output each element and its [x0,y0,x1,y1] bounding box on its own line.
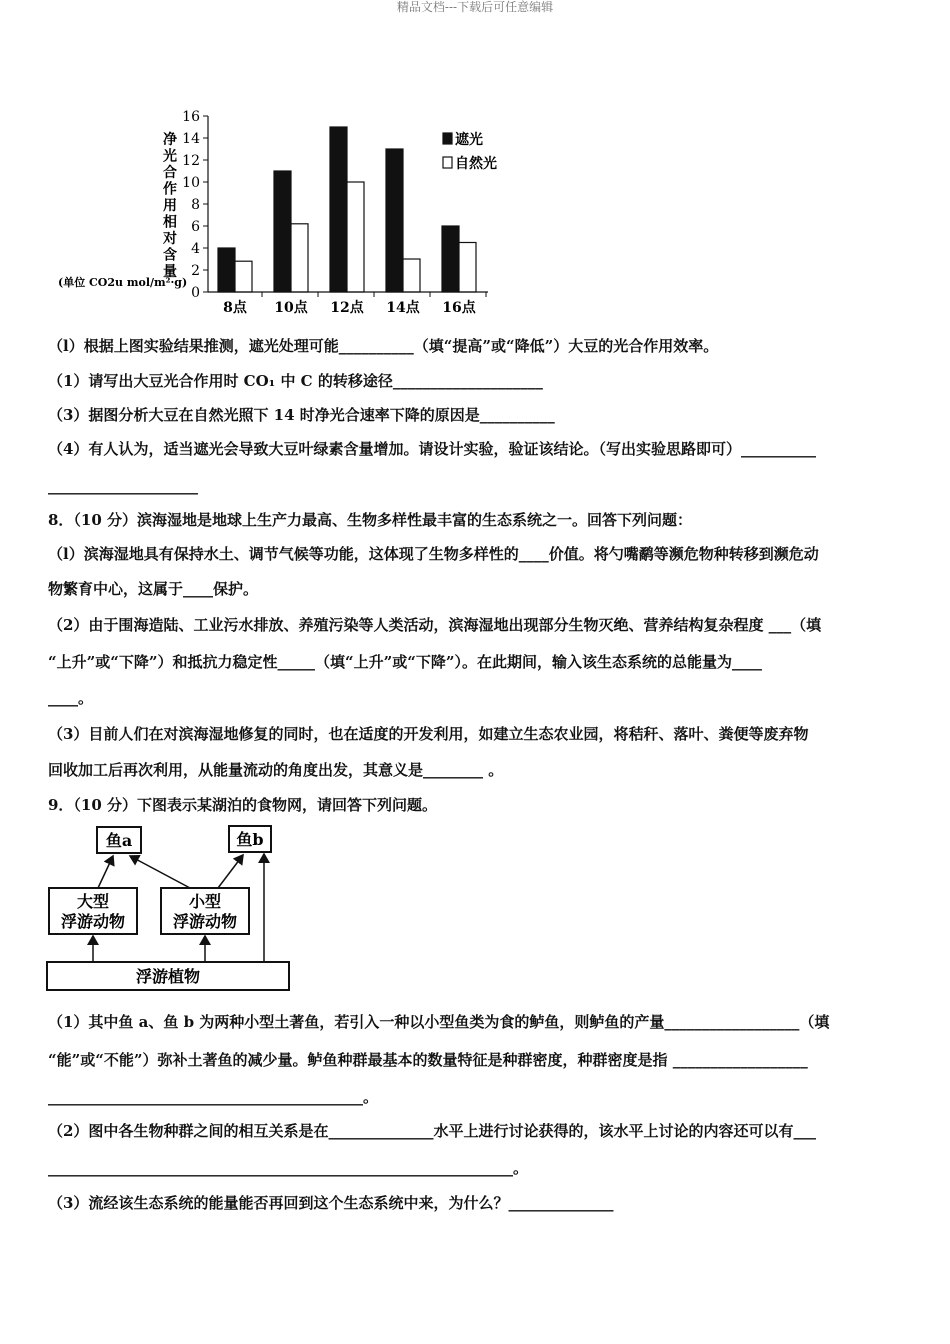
y-axis-label-char: 量 [163,264,177,280]
small-zooplankton-label-1: 小型 [188,892,222,911]
q7-line-3: （3）据图分析大豆在自然光照下 14 时净光合速率下降的原因是__________ [48,406,555,424]
y-axis-label-char: 净 [163,132,177,148]
q9-line-4: __________________________________________。 [48,1088,379,1106]
bar-shade [442,226,459,292]
y-tick-label: 2 [191,263,200,279]
q9-line-1: 9．（10 分）下图表示某湖泊的食物网，请回答下列问题。 [48,796,438,814]
bar-shade [386,149,403,292]
bar-shade [218,248,235,292]
y-tick-label: 16 [182,109,200,125]
y-tick-label: 10 [182,175,200,191]
x-tick-label: 14点 [386,300,420,316]
y-tick-label: 6 [191,219,200,235]
y-axis-label-char: 对 [163,231,177,247]
legend-swatch [443,157,452,168]
phytoplankton-label: 浮游植物 [135,967,201,986]
y-tick-label: 14 [182,131,200,147]
legend-label: 遮光 [455,132,483,148]
y-axis-label-char: 光 [163,148,177,165]
bar-natural-light [347,182,364,292]
arrow-small-zoo-to-fish-a [130,856,190,888]
fish-b-label: 鱼b [236,830,264,849]
q8-line-6: ____。 [48,689,94,707]
q7-line-2: （1）请写出大豆光合作用时 CO₁ 中 C 的转移途径____________________ [48,372,543,390]
fish-a-label: 鱼a [105,831,133,850]
food-web-diagram [40,820,300,995]
x-tick-label: 10点 [274,300,308,316]
bar-shade [330,127,347,292]
q7-line-4: （4）有人认为，适当遮光会导致大豆叶绿素含量增加。请设计实验，验证该结论。（写出实验思路即可）__________ [48,440,816,458]
q9-line-2: （1）其中鱼 a、鱼 b 为两种小型土著鱼，若引入一种以小型鱼类为食的鲈鱼，则鲈鱼的产量__________________（填 [48,1013,830,1031]
y-tick-label: 4 [191,241,200,257]
bar-natural-light [403,259,420,292]
y-axis-label-char: 用 [163,198,177,214]
q8-line-7: （3）目前人们在对滨海湿地修复的同时，也在适度的开发利用，如建立生态农业园，将秸秆、落叶、粪便等废弃物 [48,725,809,743]
q8-line-5: “上升”或“下降”）和抵抗力稳定性_____（填“上升”或“下降”）。在此期间，输入该生态系统的总能量为____ [48,653,763,671]
q8-line-8: 回收加工后再次利用，从能量流动的角度出发，其意义是________ 。 [48,761,504,779]
q9-line-7: （3）流经该生态系统的能量能否再回到这个生态系统中来，为什么？______________ [48,1194,614,1212]
photosynthesis-bar-chart [48,98,508,328]
y-axis-label-char: 含 [163,247,177,264]
small-zooplankton-label-2: 浮游动物 [172,912,238,931]
legend-label: 自然光 [455,156,497,172]
arrow-small-zoo-to-fish-b [218,855,243,888]
y-axis-label [162,131,178,280]
y-axis-label-char: 相 [163,214,177,231]
q9-line-5: （2）图中各生物种群之间的相互关系是在______________水平上进行讨论获得的，该水平上讨论的内容还可以有___ [48,1122,816,1140]
bar-natural-light [459,243,476,293]
arrow-big-zoo-to-fish-a [98,856,113,888]
x-tick-label: 8点 [223,300,247,316]
q8-line-3: 物繁育中心，这属于____保护。 [48,580,259,598]
q8-line-1: 8．（10 分）滨海湿地是地球上生产力最高、生物多样性最丰富的生态系统之一。回答下列问题： [48,511,693,529]
big-zooplankton-label-1: 大型 [76,892,110,911]
x-tick-label: 12点 [330,300,364,316]
q8-line-2: （l）滨海湿地具有保持水土、调节气候等功能，这体现了生物多样性的____价值。将勺嘴鹬等濒危物种转移到濒危动 [48,545,819,563]
y-tick-label: 12 [182,153,200,169]
y-axis-label-char: 作 [163,181,177,198]
y-axis-unit: (单位 CO2u mol/m²·g) [58,276,188,289]
y-tick-label: 8 [191,197,200,213]
q7-line-1: （l）根据上图实验结果推测，遮光处理可能__________（填“提高”或“降低”）大豆的光合作用效率。 [48,337,719,355]
bar-shade [274,171,291,292]
y-axis-label-char: 合 [163,165,177,181]
bar-natural-light [235,261,252,292]
y-tick-label: 0 [191,285,200,301]
page-header: 精品文档---下载后可任意编辑 [396,0,554,14]
big-zooplankton-label-2: 浮游动物 [60,912,126,931]
q8-line-4: （2）由于围海造陆、工业污水排放、养殖污染等人类活动，滨海湿地出现部分生物灭绝、营养结构复杂程度 ___（填 [48,616,822,634]
x-tick-label: 16点 [442,300,476,316]
q9-line-6: ______________________________________________________________。 [48,1159,529,1177]
q7-line-5: ____________________ [48,477,198,495]
bar-natural-light [291,224,308,292]
q9-line-3: “能”或“不能”）弥补土著鱼的减少量。鲈鱼种群最基本的数量特征是种群密度，种群密度是指 __________________ [48,1051,808,1069]
legend-swatch [443,133,452,144]
